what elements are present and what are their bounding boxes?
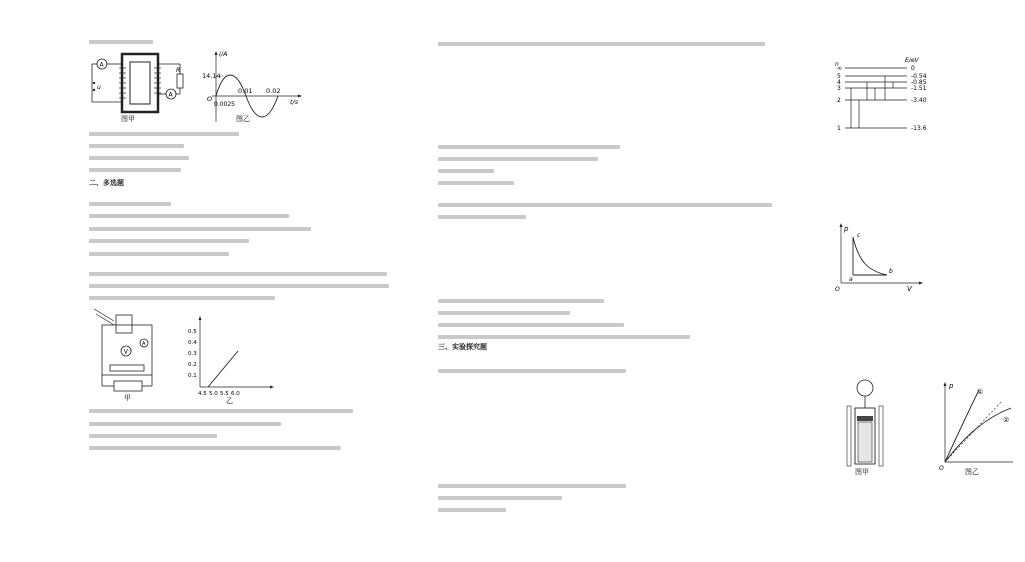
- option-c: [89, 434, 217, 438]
- x-tick-45: 4.5: [198, 391, 207, 397]
- caption-graph: 图乙: [965, 468, 979, 476]
- p-axis-label: p: [844, 225, 849, 233]
- t-val-2: 0.02: [266, 87, 281, 95]
- ammeter-left-label: A: [99, 61, 104, 69]
- t-unit-label: t/s: [290, 98, 299, 106]
- level-n-5: 5: [837, 73, 841, 80]
- origin-label: O: [835, 286, 840, 293]
- question-stem-line: [89, 272, 387, 276]
- option-b: [438, 508, 506, 512]
- level-n-2: 2: [837, 97, 841, 104]
- curve-1-label: ①: [977, 388, 984, 396]
- caption-graph: 乙: [226, 397, 233, 405]
- x-tick-55: 5.5: [220, 391, 229, 397]
- n-axis-label: n: [835, 61, 839, 68]
- i-axis-label: i/A: [219, 50, 228, 58]
- point-c: c: [857, 232, 861, 239]
- x-tick-60: 6.0: [231, 391, 240, 397]
- ammeter-right-label: A: [168, 91, 173, 99]
- y-tick-03: 0.3: [188, 351, 197, 357]
- p-axis-label: p: [949, 382, 954, 390]
- level-n-4: 4: [837, 79, 841, 86]
- caption-apparatus: 图甲: [855, 468, 869, 476]
- option-b: [89, 422, 281, 426]
- question-stem-line: [438, 369, 626, 373]
- y-tick-05: 0.5: [188, 329, 197, 335]
- level-e-inf: 0: [911, 65, 915, 72]
- option-a: [438, 299, 604, 303]
- point-a: a: [849, 276, 853, 283]
- option-a: [89, 409, 353, 413]
- level-n-3: 3: [837, 85, 841, 92]
- y-tick-02: 0.2: [188, 362, 197, 368]
- option-d: [89, 446, 341, 450]
- question-stem-line: [89, 296, 275, 300]
- caption-fig-a: 图甲: [121, 115, 135, 123]
- level-e-5: -0.54: [911, 73, 927, 80]
- level-e-2: -3.40: [911, 97, 927, 104]
- origin-label: O: [207, 95, 213, 103]
- x-tick-50: 5.0: [209, 391, 218, 397]
- subquestion-stem: [438, 484, 626, 488]
- question-stem-line: [438, 203, 772, 207]
- origin-label: O: [939, 465, 944, 472]
- option-a: [438, 496, 562, 500]
- section-heading-experiment: 三、实验探究题: [438, 343, 487, 351]
- left-column: [0, 0, 397, 562]
- option-c: [438, 323, 624, 327]
- option-b: [438, 157, 598, 161]
- option-d: [89, 168, 181, 172]
- option-d: [438, 335, 690, 339]
- level-n-inf: ∞: [837, 65, 842, 72]
- question-stem-line: [438, 42, 765, 46]
- v-axis-label: V: [907, 285, 912, 293]
- y-tick-04: 0.4: [188, 340, 197, 346]
- voltmeter-label: V: [123, 348, 128, 356]
- level-e-3: -1.51: [911, 85, 927, 92]
- source-label: u: [97, 84, 101, 91]
- option-b: [89, 227, 311, 231]
- right-column: [397, 0, 1010, 562]
- option-b: [89, 144, 184, 148]
- option-a: [89, 214, 289, 218]
- figure-energy-levels: [835, 54, 975, 134]
- point-b: b: [889, 268, 893, 275]
- resistor-label: R: [176, 67, 181, 74]
- figure-transformer-sine: [88, 48, 388, 123]
- option-a: [89, 132, 239, 136]
- question-stem-line: [89, 202, 171, 206]
- e-axis-label: E/eV: [905, 57, 919, 64]
- option-d: [89, 252, 229, 256]
- level-e-1: -13.6: [911, 125, 927, 132]
- option-d: [438, 181, 514, 185]
- option-c: [89, 156, 189, 160]
- question-stem-line: [89, 284, 389, 288]
- option-c: [438, 169, 494, 173]
- i-max-label: 14.14: [202, 72, 221, 80]
- ammeter-label: A: [142, 341, 146, 347]
- option-c: [89, 239, 249, 243]
- figure-pv-diagram: [835, 223, 925, 293]
- question-stem-line: [438, 215, 526, 219]
- option-b: [438, 311, 570, 315]
- t-first-label: 0.0025: [214, 101, 235, 108]
- y-tick-01: 0.1: [188, 373, 197, 379]
- caption-fig-b: 图乙: [236, 115, 250, 123]
- section-heading-multi: 二、多选题: [89, 179, 124, 187]
- figure-experiment: [835, 376, 1025, 476]
- curve-2-label: ②: [1003, 416, 1010, 424]
- level-e-4: -0.85: [911, 79, 927, 86]
- option-a: [438, 145, 620, 149]
- figure-phototube: [88, 305, 288, 405]
- caption-circuit: 甲: [124, 394, 131, 402]
- level-n-1: 1: [837, 125, 841, 132]
- question-stem-line: [89, 40, 153, 44]
- t-val-1: 0.01: [238, 87, 253, 95]
